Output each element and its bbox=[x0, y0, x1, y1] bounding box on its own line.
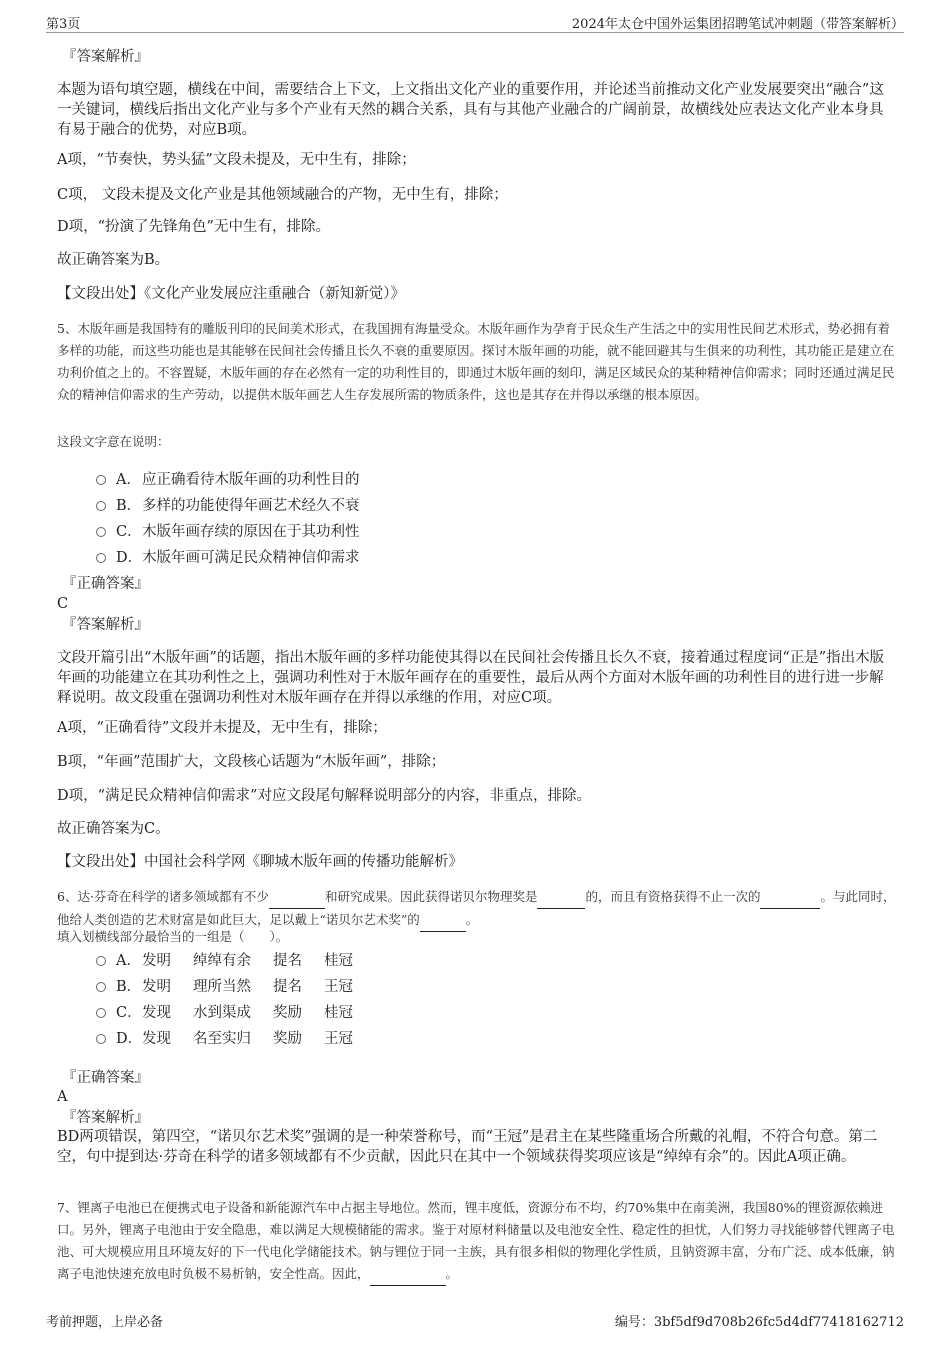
word-1: 发明 bbox=[142, 978, 171, 995]
stem-text: 7、锂离子电池已在便携式电子设备和新能源汽车中占据主导地位。然而，锂丰度低，资源分布不均，约70%集中在南美洲，我国80%的锂资源依赖进口。另外，锂离子电池由于安全隐患，难以满足大规模储能的需求。鉴于对原材料储量以及电池安全性、稳定性的担忧，人们努力寻找能够替代锂离子电池、可大规模应用且环境友好的下一代电化学储能技术。钠与锂位于同一主族，具有很多相似的物理化学性质，且钠资源丰富，分布广泛、成本低廉，钠离子电池快速充放电时负极不易析钠，安全性高。因此， bbox=[57, 1200, 895, 1281]
answer-label: 『正确答案』 bbox=[62, 576, 149, 592]
option-letter: B． bbox=[116, 497, 142, 514]
answer-value: C bbox=[57, 596, 69, 612]
question-7-stem bbox=[57, 1197, 897, 1286]
word-3: 提名 bbox=[273, 952, 302, 969]
option-letter: A． bbox=[116, 471, 141, 488]
word-1: 发现 bbox=[142, 1004, 171, 1021]
conclusion: 故正确答案为B。 bbox=[57, 252, 170, 268]
radio-button[interactable] bbox=[96, 475, 106, 485]
analysis-label: 『答案解析』 bbox=[62, 617, 149, 633]
radio-button[interactable] bbox=[96, 501, 106, 511]
word-4: 王冠 bbox=[324, 978, 353, 995]
source: 【文段出处】《文化产业发展应注重融合（新知新觉）》 bbox=[57, 286, 405, 302]
word-2: 水到渠成 bbox=[193, 1004, 251, 1021]
word-2: 理所当然 bbox=[193, 978, 251, 995]
q6-option-c[interactable] bbox=[96, 1001, 375, 1021]
option-d-analysis: D项，“扮演了先锋角色”无中生有，排除。 bbox=[57, 219, 330, 235]
option-letter: D． bbox=[116, 549, 143, 566]
q5-option-d[interactable] bbox=[96, 546, 360, 566]
radio-button[interactable] bbox=[96, 1008, 106, 1018]
fill-blank-2 bbox=[537, 886, 585, 909]
analysis-text: BD两项错误，第四空，“诺贝尔艺术奖”强调的是一种荣誉称号，而“王冠”是君主在某些隆重场合所戴的礼帽，不符合句意。第二空，句中提到达·芬奇在科学的诸多领域都有不少贡献，因此只在其中一个领域获得奖项应该是“绰绰有余”的。因此A项正确。 bbox=[57, 1129, 878, 1165]
q6-option-a[interactable] bbox=[96, 949, 375, 969]
word-3: 奖励 bbox=[273, 1030, 302, 1047]
stem-part: 。与此同时，他给人类创造的艺术财富是如此巨大，足以戴上“诺贝尔艺术奖”的 bbox=[57, 889, 896, 927]
option-letter: A． bbox=[116, 952, 141, 969]
footer-slogan: 考前押题，上岸必备 bbox=[46, 1315, 164, 1330]
question-5-prompt: 这段文字意在说明： bbox=[57, 434, 170, 449]
word-4: 桂冠 bbox=[324, 952, 353, 969]
stem-part: 6、达·芬奇在科学的诸多领域都有不少 bbox=[57, 889, 269, 904]
analysis-text: 文段开篇引出“木版年画”的话题，指出木版年画的多样功能使其得以在民间社会传播且长久不衰，接着通过程度词“正是”指出木版年画的功能建立在其功利性之上，强调功利性对于木版年画存在的重要性，最后从两个方面对木版年画的功利性目的进行进一步解释说明。故文段重在强调功利性对木版年画存在并得以承继的作用，对应C项。 bbox=[57, 650, 885, 706]
word-4: 桂冠 bbox=[324, 1004, 353, 1021]
q6-option-d[interactable] bbox=[96, 1027, 375, 1047]
document-title: 2024年太仓中国外运集团招聘笔试冲刺题（带答案解析） bbox=[571, 17, 904, 32]
stem-part: 。 bbox=[465, 912, 479, 927]
word-1: 发明 bbox=[142, 952, 171, 969]
option-text: 木版年画可满足民众精神信仰需求 bbox=[142, 549, 360, 566]
option-c-analysis: C项， 文段未提及文化产业是其他领域融合的产物，无中生有，排除； bbox=[57, 187, 508, 203]
option-a-analysis: A项，“节奏快，势头猛”文段未提及，无中生有，排除； bbox=[57, 152, 416, 168]
page-header bbox=[46, 10, 904, 33]
radio-button[interactable] bbox=[96, 956, 106, 966]
word-2: 名至实归 bbox=[193, 1030, 251, 1047]
word-3: 提名 bbox=[273, 978, 302, 995]
q6-option-b[interactable] bbox=[96, 975, 375, 995]
option-letter: B． bbox=[116, 978, 142, 995]
word-2: 绰绰有余 bbox=[193, 952, 251, 969]
q5-option-a[interactable] bbox=[96, 468, 360, 488]
page-number: 第3页 bbox=[46, 17, 81, 32]
answer-value: A bbox=[57, 1089, 68, 1105]
stem-end: 。 bbox=[445, 1266, 459, 1281]
option-a-analysis: A项，“正确看待”文段并未提及，无中生有，排除； bbox=[57, 720, 387, 736]
fill-blank-3 bbox=[760, 886, 820, 909]
option-d-analysis: D项，“满足民众精神信仰需求”对应文段尾句解释说明部分的内容，非重点，排除。 bbox=[57, 788, 591, 804]
stem-part: 的，而且有资格获得不止一次的 bbox=[585, 889, 761, 904]
analysis-label: 『答案解析』 bbox=[62, 1110, 149, 1126]
answer-label: 『正确答案』 bbox=[62, 1070, 149, 1086]
radio-button[interactable] bbox=[96, 527, 106, 537]
question-5-stem: 5、木版年画是我国特有的雕版刊印的民间美术形式，在我国拥有海量受众。木版年画作为孕育于民众生产生活之中的实用性民间艺术形式，势必拥有着多样的功能，而这些功能也是其能够在民间社会传播且长久不衰的重要原因。探讨木版年画的功能，就不能回避其与生俱来的功利性，其功能正是建立在功利价值之上的。不容置疑，木版年画的存在必然有一定的功利性目的，即通过木版年画的刻印，满足区域民众的某种精神信仰需求；同时还通过满足民众的精神信仰需求的生产劳动，以提供木版年画艺人生存发展所需的物质条件，这也是其存在并得以承继的根本原因。 bbox=[57, 321, 895, 402]
option-b-analysis: B项，“年画”范围扩大，文段核心话题为“木版年画”，排除； bbox=[57, 754, 446, 770]
fill-blank-1 bbox=[269, 886, 325, 909]
fill-blank bbox=[370, 1263, 446, 1286]
stem-part: 和研究成果。因此获得诺贝尔物理奖是 bbox=[324, 889, 538, 904]
q5-option-b[interactable] bbox=[96, 494, 360, 514]
conclusion: 故正确答案为C。 bbox=[57, 821, 170, 837]
footer-doc-id: 编号：3bf5df9d708b26fc5d4df77418162712 bbox=[614, 1315, 904, 1330]
option-text: 多样的功能使得年画艺术经久不衰 bbox=[142, 497, 360, 514]
fill-blank-4 bbox=[420, 909, 466, 932]
source: 【文段出处】中国社会科学网《聊城木版年画的传播功能解析》 bbox=[57, 854, 463, 870]
radio-button[interactable] bbox=[96, 1034, 106, 1044]
option-text: 应正确看待木版年画的功利性目的 bbox=[142, 471, 360, 488]
radio-button[interactable] bbox=[96, 982, 106, 992]
word-4: 王冠 bbox=[324, 1030, 353, 1047]
word-1: 发现 bbox=[142, 1030, 171, 1047]
option-text: 木版年画存续的原因在于其功利性 bbox=[142, 523, 360, 540]
analysis-label: 『答案解析』 bbox=[62, 49, 149, 65]
option-letter: D． bbox=[116, 1030, 143, 1047]
word-3: 奖励 bbox=[273, 1004, 302, 1021]
option-letter: C． bbox=[116, 1004, 142, 1021]
q5-option-c[interactable] bbox=[96, 520, 360, 540]
analysis-text: 本题为语句填空题，横线在中间，需要结合上下文，上文指出文化产业的重要作用，并论述当前推动文化产业发展要突出“融合”这一关键词，横线后指出文化产业与多个产业有天然的耦合关系，具有与其他产业融合的广阔前景，故横线处应表达文化产业本身具有易于融合的优势，对应B项。 bbox=[57, 82, 884, 138]
radio-button[interactable] bbox=[96, 553, 106, 563]
option-letter: C． bbox=[116, 523, 142, 540]
question-6-prompt: 填入划横线部分最恰当的一组是（ ）。 bbox=[57, 929, 289, 944]
